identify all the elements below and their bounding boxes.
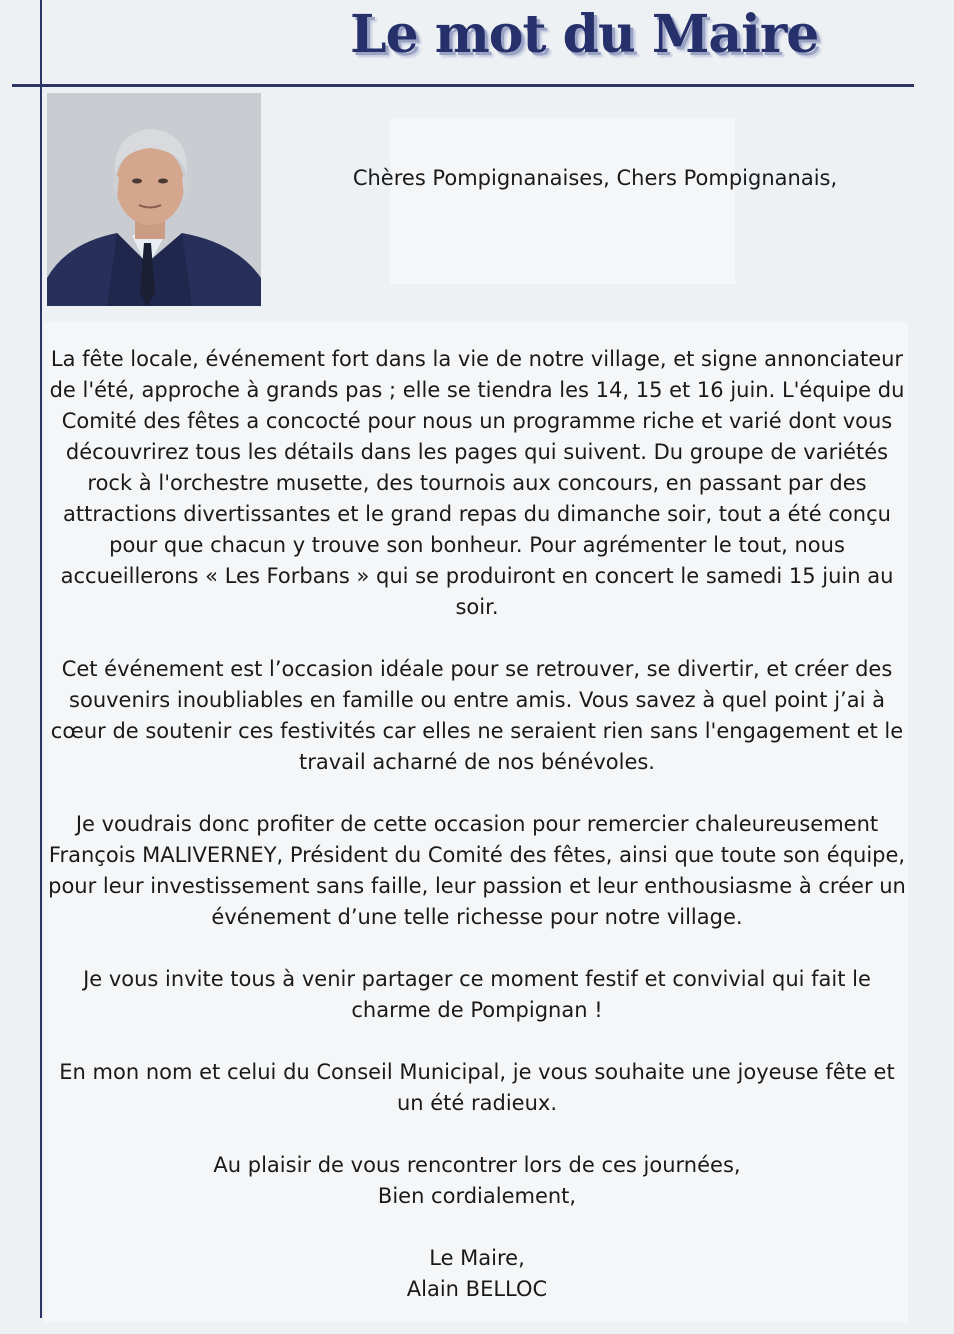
closing (44, 1150, 910, 1212)
signature-name: Alain BELLOC (406, 1277, 548, 1301)
signature-role: Le Maire, (429, 1246, 525, 1270)
vertical-rule (40, 0, 42, 1318)
closing-line-2: Bien cordialement, (377, 1184, 577, 1208)
greeting-line: Chères Pompignanaises, Chers Pompignanais, (352, 166, 838, 190)
page-title: Le mot du Maire (350, 4, 819, 65)
letter-body (44, 344, 910, 1305)
paragraph-thanks: Je voudrais donc profiter de cette occasion pour remercier chaleureusement François MALIVERNEY, Président du Comité des fêtes, ainsi que toute son équipe, pour leur investissement sans faille, leur passion et leur enthousiasme à créer un événement d’une telle richesse pour notre village. (48, 812, 906, 929)
signature (44, 1243, 910, 1305)
paragraph-invitation: Je vous invite tous à venir partager ce moment festif et convivial qui fait le charme de Pompignan ! (83, 967, 871, 1022)
paragraph-occasion: Cet événement est l’occasion idéale pour se retrouver, se divertir, et créer des souvenirs inoubliables en famille ou entre amis. Vous savez à quel point j’ai à cœur de soutenir ces festivités car elles ne seraient rien sans l'engagement et le travail acharné de nos bénévoles. (50, 657, 904, 774)
closing-line-1: Au plaisir de vous rencontrer lors de ces journées, (213, 1153, 741, 1177)
paragraph-intro: La fête locale, événement fort dans la vie de notre village, et signe annonciateur de l'été, approche à grands pas ; elle se tiendra les 14, 15 et 16 juin. L'équipe du Comité des fêtes a concocté pour nous un programme riche et varié dont vous découvrirez tous les détails dans les pages qui suivent. Du groupe de variétés rock à l'orchestre musette, des tournois aux concours, en passant par des attractions divertissantes et le grand repas du dimanche soir, tout a été conçu pour que chacun y trouve son bonheur. Pour agrémenter le tout, nous accueillerons « Les Forbans » qui se produiront en concert le samedi 15 juin au soir. (49, 347, 905, 619)
paragraph-wishes: En mon nom et celui du Conseil Municipal, je vous souhaite une joyeuse fête et un été radieux. (59, 1060, 895, 1115)
greeting-box (390, 118, 735, 284)
mayor-portrait-image (47, 93, 261, 306)
header-rule (12, 84, 914, 87)
mayor-photo (47, 93, 261, 306)
